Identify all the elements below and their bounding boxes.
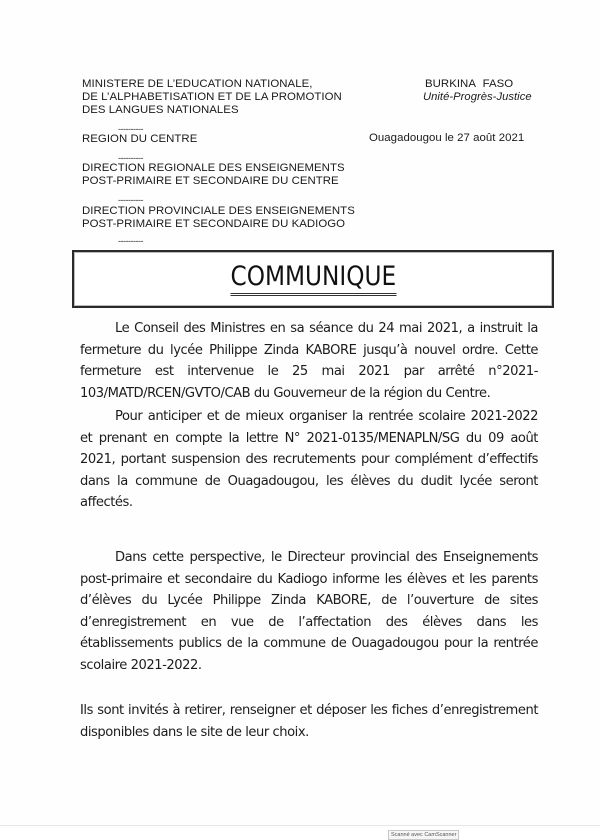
country-name: BURKINA FASO [425, 78, 514, 90]
ministry-line: DES LANGUES NATIONALES [82, 104, 239, 116]
national-motto: Unité-Progrès-Justice [423, 91, 532, 103]
camscanner-badge: Scanné avec CamScanner [388, 830, 459, 840]
region-heading: REGION DU CENTRE [82, 133, 198, 145]
provincial-direction-line: POST-PRIMAIRE ET SECONDAIRE DU KADIOGO [82, 218, 346, 230]
separator-dashes: ---------- [118, 124, 143, 134]
regional-direction-line: DIRECTION REGIONALE DES ENSEIGNEMENTS [82, 162, 345, 174]
ministry-heading [82, 78, 342, 117]
separator-dashes: ---------- [118, 153, 143, 163]
regional-direction-line: POST-PRIMAIRE ET SECONDAIRE DU CENTRE [82, 175, 339, 187]
document-title-text: COMMUNIQUE [230, 261, 396, 296]
ministry-line: DE L’ALPHABETISATION ET DE LA PROMOTION [82, 91, 342, 103]
page-bottom-edge [0, 825, 600, 826]
ministry-line: MINISTERE DE L’EDUCATION NATIONALE, [82, 78, 313, 90]
paragraph-reassignment: Pour anticiper et de mieux organiser la rentrée scolaire 2021-2022 et prenant en compte la lettre N° 2021-0135/MENAPLN/SG du 09 août 2021, portant suspension des recrutements pour complément d’effectifs dans la commune de Ouagadougou, les élèves du dudit lycée seront affectés. [80, 409, 538, 511]
document-title [74, 261, 552, 296]
paragraph-closure-decision: Le Conseil des Ministres en sa séance du 24 mai 2021, a instruit la fermeture du lycée Philippe Zinda KABORE jusqu’à nouvel ordre. Cette fermeture est intervenue le 25 mai 2021 par arrêté n°2021-103/MATD/RCEN/GVTO/CAB du Gouverneur de la région du Centre. [80, 321, 538, 401]
separator-dashes: ---------- [118, 236, 143, 246]
regional-direction-heading [82, 162, 345, 188]
separator-dashes: ---------- [118, 195, 143, 205]
title-box [72, 250, 554, 308]
provincial-direction-heading [82, 205, 355, 231]
paragraph-registration-sites: Dans cette perspective, le Directeur provincial des Enseignements post-primaire et secondaire du Kadiogo informe les élèves et les parents d’élèves du Lycée Philippe Zinda KABORE, de l’ouverture de sites d’enregistrement en vue de l’affectation des élèves dans les établissements publics de la commune de Ouagadougou pour la rentrée scolaire 2021-2022. [80, 550, 538, 673]
place-and-date: Ouagadougou le 27 août 2021 [369, 132, 525, 144]
paragraph-instructions: Ils sont invités à retirer, renseigner et déposer les fiches d’enregistrement disponibles dans le site de leur choix. [80, 703, 538, 740]
provincial-direction-line: DIRECTION PROVINCIALE DES ENSEIGNEMENTS [82, 205, 355, 217]
